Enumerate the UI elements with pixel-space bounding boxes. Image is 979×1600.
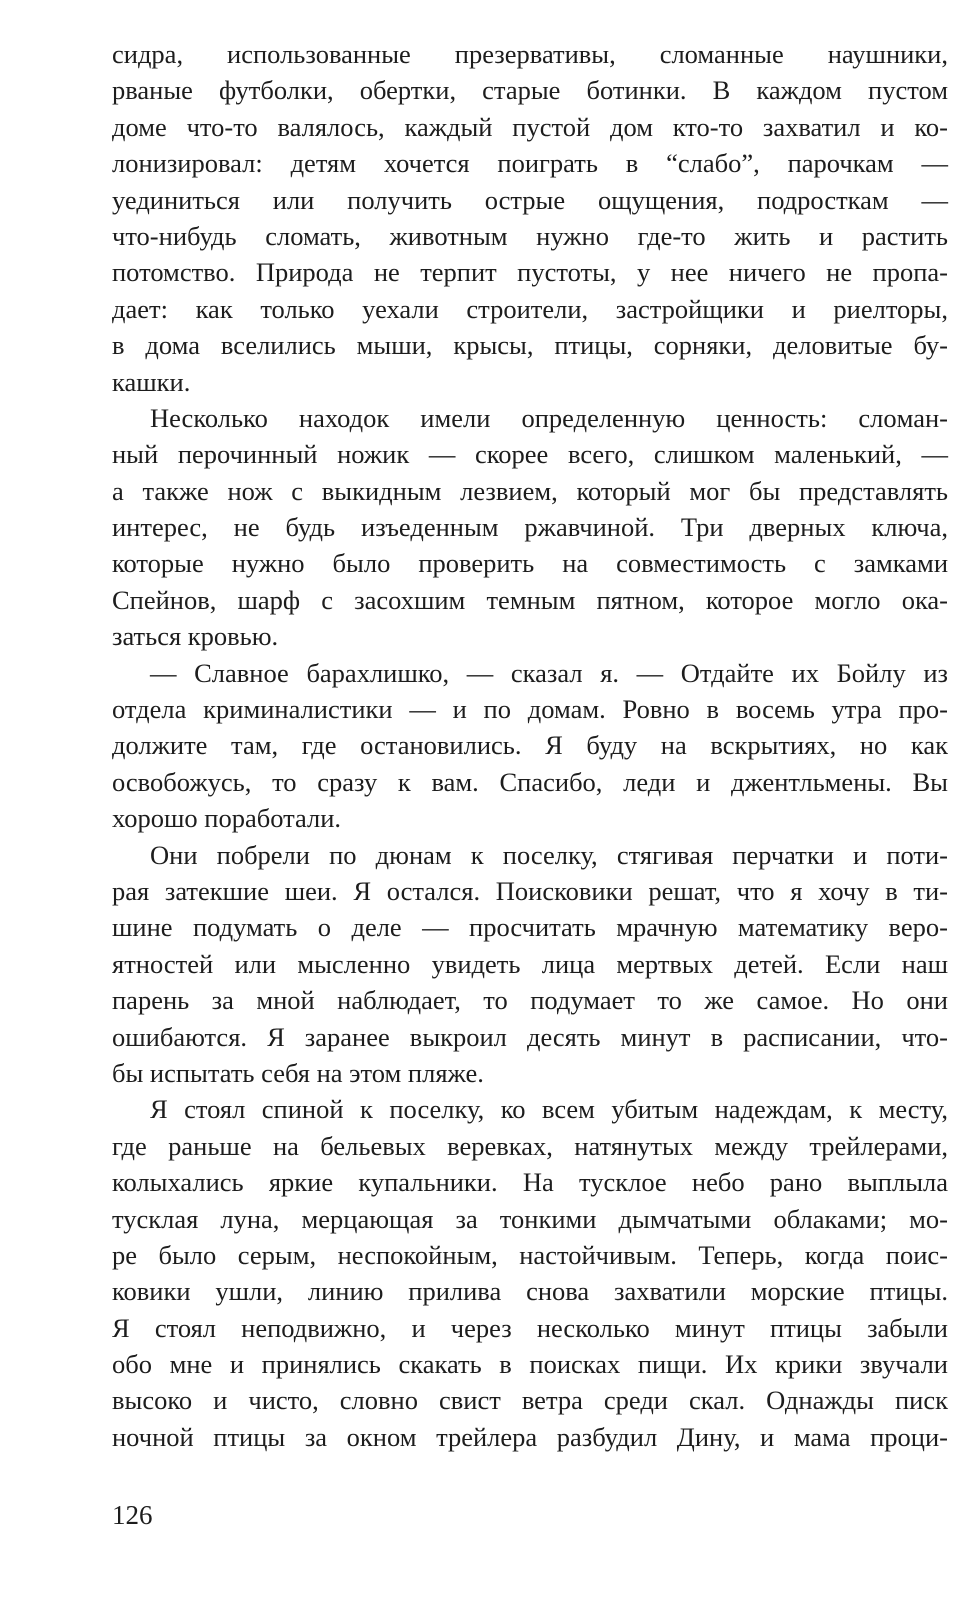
text-line: ный перочинный ножик — скорее всего, слишком маленький, — — [112, 439, 948, 470]
text-line: бы испытать себя на этом пляже. — [112, 1057, 484, 1088]
text-line: освобожусь, то сразу к вам. Спасибо, леди и джентльмены. Вы — [112, 766, 948, 797]
paragraph — [112, 400, 948, 655]
text-line: где раньше на бельевых веревках, натянутых между трейлерами, — [112, 1130, 948, 1161]
text-line: дает: как только уехали строители, застройщики и риелторы, — [112, 293, 948, 324]
text-line: тусклая луна, мерцающая за тонкими дымчатыми облаками; мо- — [112, 1203, 948, 1234]
text-line: рваные футболки, обертки, старые ботинки. В каждом пустом — [112, 75, 948, 106]
text-line: ковики ушли, линию прилива снова захватили морские птицы. — [112, 1276, 948, 1307]
text-line: потомство. Природа не терпит пустоты, у нее ничего не пропа- — [112, 257, 948, 288]
text-line: парень за мной наблюдает, то подумает то же самое. Но они — [112, 985, 948, 1016]
paragraph — [112, 36, 948, 400]
text-line: что-нибудь сломать, животным нужно где-то жить и растить — [112, 220, 948, 251]
text-line: шине подумать о деле — просчитать мрачную математику веро- — [112, 912, 948, 943]
paragraph — [112, 837, 948, 1092]
paragraph — [112, 655, 948, 837]
page-number: 126 — [112, 1500, 153, 1530]
text-line: Несколько находок имели определенную ценность: слoман- — [150, 402, 948, 433]
text-line: кашки. — [112, 366, 191, 397]
text-line: ошибаются. Я заранее выкроил десять минут в расписании, что- — [112, 1021, 948, 1052]
text-line: заться кровью. — [112, 621, 279, 652]
text-line: лонизировал: детям хочется поиграть в “слабо”, парочкам — — [112, 148, 948, 179]
text-line: которые нужно было проверить на совместимость с замками — [112, 548, 948, 579]
text-line: ночной птицы за окном трейлера разбудил Дину, и мама проци- — [112, 1421, 948, 1452]
text-line: Я стоял неподвижно, и через несколько минут птицы забыли — [112, 1312, 948, 1343]
text-line: — Славное барахлишко, — сказал я. — Отдайте их Бойлу из — [150, 657, 948, 688]
text-line: Они побрели по дюнам к поселку, стягивая перчатки и поти- — [150, 839, 948, 870]
text-line: высоко и чисто, словно свист ветра среди скал. Однажды писк — [112, 1385, 948, 1416]
text-line: Спейнов, шарф с засохшим темным пятном, которое могло ока- — [112, 584, 948, 615]
text-line: в дома вселились мыши, крысы, птицы, сорняки, деловитые бу- — [112, 330, 948, 361]
text-line: обо мне и принялись скакать в поисках пищи. Их крики звучали — [112, 1349, 948, 1380]
text-line: колыхались яркие купальники. На тусклое небо рано выплыла — [112, 1167, 948, 1198]
text-line: ре было серым, неспокойным, настойчивым. Теперь, когда поис- — [112, 1239, 948, 1270]
page-body-text — [112, 36, 948, 1455]
text-line: Я стоял спиной к поселку, ко всем убитым надеждам, к месту, — [150, 1094, 948, 1125]
text-line: а также нож с выкидным лезвием, который мог бы представлять — [112, 475, 948, 506]
text-line: уединиться или получить острые ощущения, подросткам — — [112, 184, 948, 215]
text-line: хорошо поработали. — [112, 803, 342, 834]
text-line: доме что-то валялось, каждый пустой дом кто-то захватил и ко- — [112, 111, 948, 142]
paragraph — [112, 1091, 948, 1455]
text-line: сидра, использованные презервативы, сломанные наушники, — [112, 39, 948, 69]
text-line: рая затекшие шеи. Я остался. Поисковики решат, что я хочу в ти- — [112, 875, 948, 906]
text-line: интерес, не будь изъеденным ржавчиной. Три дверных ключа, — [112, 512, 948, 543]
text-line: ятностей или мысленно увидеть лица мертвых детей. Если наш — [112, 948, 948, 979]
text-line: отдела криминалистики — и по домам. Ровно в восемь утра про- — [112, 694, 948, 725]
text-line: должите там, где остановились. Я буду на вскрытиях, но как — [112, 730, 948, 761]
